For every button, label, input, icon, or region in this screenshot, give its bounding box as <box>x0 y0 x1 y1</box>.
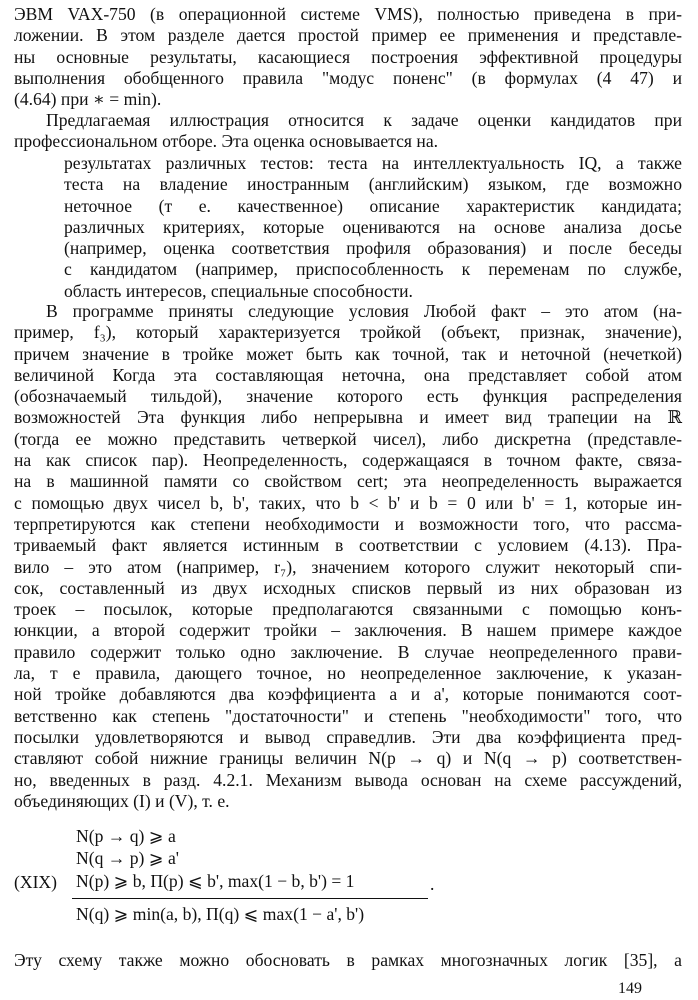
text-line: юнкции, а второй содержит тройки – заключения. В нашем примере каждое <box>14 620 682 641</box>
list-line: неточное (т е. качественное) описание характеристик кандидата; <box>64 195 682 216</box>
text-line: причем значение в тройке может быть как точной, так и неточной (нечеткой) <box>14 343 682 364</box>
text-line: (4.64) при ∗ = min). <box>14 89 162 110</box>
page-number: 149 <box>618 980 642 997</box>
list-line: область интересов, специальные способности. <box>64 280 413 301</box>
text-line: на в машинной памяти со свойством cert; эта неопределенность выражается <box>14 471 682 492</box>
text-line: на как список пар). Неопределенность, содержащаяся в точном факте, связа- <box>14 450 682 471</box>
paragraph-2 <box>14 110 682 153</box>
list-line: различных критериях, которые оцениваются на основе анализа досье <box>64 216 682 237</box>
text-line: ла, т е правила, дающего точное, но неопределенное заключение, к указан- <box>14 663 682 684</box>
text-line: профессиональном отборе. Эта оценка основывается на. <box>14 131 439 152</box>
formula-premise: N(p) ⩾ b, Π(p) ⩽ b', max(1 − b, b') = 1 <box>76 871 355 891</box>
formula-conclusion: N(q) ⩾ min(a, b), Π(q) ⩽ max(1 − a', b') <box>76 904 365 924</box>
text-line: выполнения обобщенного правила "модус поненс" (в формулах (4 47) и <box>14 67 682 88</box>
text-line: Эту схему также можно обосновать в рамках многозначных логик [35], а <box>14 950 682 970</box>
text-line: ложении. В этом разделе дается простой пример ее применения и представле- <box>14 25 682 46</box>
text-line: вило – это атом (например, r₇), значением которого служит некоторый спи- <box>14 556 682 577</box>
formula-premise: N(q → p) ⩾ a' <box>76 848 179 868</box>
text-line: пример, f₃), который характеризуется тройкой (объект, признак, значение), <box>14 322 682 343</box>
formula-premise: N(p → q) ⩾ a <box>76 826 176 846</box>
list-line: теста на владение иностранным (английским) языком, где возможно <box>64 174 682 195</box>
text-line: объединяющих (I) и (V), т. е. <box>14 790 230 811</box>
text-line: ны основные результаты, касающиеся построения эффективной процедуры <box>14 46 682 67</box>
text-line: правило содержит только одно заключение. В случае неопределенного прави- <box>14 641 682 662</box>
text-line: ной тройке добавляются два коэффициента a и a', которые понимаются соот- <box>14 684 682 705</box>
text-line: с помощью двух чисел b, b', таких, что b < b' и b = 0 или b' = 1, которые ин- <box>14 492 682 513</box>
text-line: посылки удовлетворяются и вывод справедлив. Эти два коэффициента пред- <box>14 726 682 747</box>
text-line: ставляют собой нижние границы величин N(p → q) и N(q → p) соответствен- <box>14 748 682 769</box>
text-line: ветственно как степень "достаточности" и степень "необходимости" того, что <box>14 705 682 726</box>
list-line: с кандидатом (например, приспособленность к переменам по службе, <box>64 259 682 280</box>
paragraph-1 <box>14 4 682 110</box>
text-line: троек – посылок, которые предполагаются связанными с помощью конъ- <box>14 599 682 620</box>
text-line: сок, составленный из двух исходных списков первый из них образован из <box>14 577 682 598</box>
text-line: триваемый факт является истинным в соответствии с условием (4.13). Пра- <box>14 535 682 556</box>
text-line: величиной Когда эта составляющая неточна, она представляет собой атом <box>14 364 682 385</box>
text-line: терпретируются как степени необходимости и возможности того, что рассма- <box>14 513 682 534</box>
formula-label: (XIX) <box>14 872 57 892</box>
criteria-list <box>14 153 682 302</box>
fraction-rule <box>72 898 428 899</box>
text-line: ЭВМ VAX-750 (в операционной системе VMS), полностью приведена в при- <box>14 4 682 24</box>
list-line: результатах различных тестов: теста на интеллектуальность IQ, а также <box>64 153 682 173</box>
paragraph-3 <box>14 301 682 812</box>
formula-end-mark: . <box>430 874 435 894</box>
text-line: (тогда ее можно представить четверкой чисел), либо дискретна (представле- <box>14 428 682 449</box>
text-line: Предлагаемая иллюстрация относится к задаче оценки кандидатов при <box>46 110 682 130</box>
inference-scheme <box>14 826 534 930</box>
closing-paragraph <box>14 950 682 971</box>
text-line: В программе приняты следующие условия Любой факт – это атом (на- <box>46 301 682 321</box>
text-line: но, введенных в разд. 4.2.1. Механизм вывода основан на схеме рассуждений, <box>14 769 682 790</box>
text-line: возможностей Эта функция либо непрерывна и имеет вид трапеции на ℝ <box>14 407 682 428</box>
list-line: (например, оценка соответствия профиля образования) и после беседы <box>64 238 682 259</box>
text-line: (обозначаемый тильдой), значение которого есть функция распределения <box>14 386 682 407</box>
